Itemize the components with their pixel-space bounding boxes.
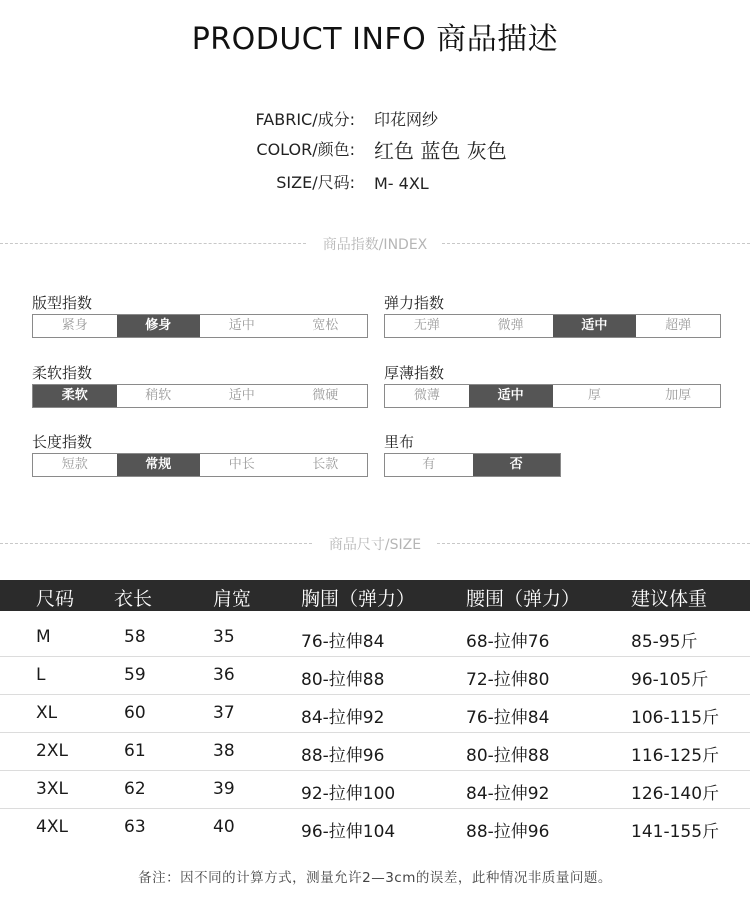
table-row <box>0 732 750 771</box>
measurement-note: 备注：因不同的计算方式，测量允许2—3cm的误差，此种情况非质量问题。 <box>138 870 612 886</box>
index-scale <box>32 314 368 338</box>
index-option: 中长 <box>228 457 255 472</box>
index-option-selected: 适中 <box>469 385 553 407</box>
table-row <box>0 808 750 846</box>
table-cell: 88-拉伸96 <box>301 746 385 766</box>
index-group-title: 长度指数 <box>32 433 93 451</box>
index-group-fit <box>32 292 368 338</box>
table-cell: 59 <box>124 665 146 685</box>
size-range-row <box>0 170 750 200</box>
table-cell: 76-拉伸84 <box>301 632 385 652</box>
index-group-lining <box>384 431 561 477</box>
table-cell: 80-拉伸88 <box>466 746 550 766</box>
table-cell: 126-140斤 <box>631 784 720 804</box>
column-header: 腰围（弹力） <box>466 588 581 610</box>
table-cell: 3XL <box>36 779 68 799</box>
size-divider-text: 商品尺寸/SIZE <box>328 537 422 553</box>
table-cell: 39 <box>213 779 235 799</box>
index-group-title: 弹力指数 <box>384 294 445 312</box>
table-cell: 35 <box>213 627 235 647</box>
table-cell: 36 <box>213 665 235 685</box>
table-cell: 85-95斤 <box>631 632 698 652</box>
table-cell: 58 <box>124 627 146 647</box>
index-group-title: 柔软指数 <box>32 364 93 382</box>
index-option: 宽松 <box>312 318 339 333</box>
table-cell: 96-105斤 <box>631 670 709 690</box>
index-option: 有 <box>422 457 436 472</box>
index-option: 微弹 <box>497 318 524 333</box>
column-header: 衣长 <box>114 588 153 610</box>
column-header: 建议体重 <box>631 588 708 610</box>
index-option-selected: 否 <box>473 454 561 476</box>
table-cell: XL <box>36 703 58 723</box>
color-label: COLOR/颜色: <box>256 140 355 159</box>
size-divider <box>0 534 750 554</box>
color-value: 红色 蓝色 灰色 <box>374 139 507 163</box>
index-option: 加厚 <box>665 388 692 403</box>
index-option: 微硬 <box>312 388 339 403</box>
table-cell: 80-拉伸88 <box>301 670 385 690</box>
table-row <box>0 694 750 733</box>
index-group-title: 版型指数 <box>32 294 93 312</box>
index-option-selected: 柔软 <box>33 385 117 407</box>
index-divider-text: 商品指数/INDEX <box>322 237 428 253</box>
table-cell: 116-125斤 <box>631 746 720 766</box>
fabric-value: 印花网纱 <box>374 110 439 129</box>
table-row <box>0 770 750 809</box>
index-group-title: 里布 <box>384 433 415 451</box>
table-cell: L <box>36 665 46 685</box>
index-scale <box>384 453 561 477</box>
table-cell: 72-拉伸80 <box>466 670 550 690</box>
index-option: 超弹 <box>665 318 692 333</box>
index-group-softness <box>32 362 368 408</box>
table-cell: 141-155斤 <box>631 822 720 842</box>
index-group-thickness <box>384 362 721 408</box>
column-header: 肩宽 <box>213 588 252 610</box>
table-cell: M <box>36 627 51 647</box>
index-scale <box>384 314 721 338</box>
column-header: 尺码 <box>36 588 75 610</box>
table-cell: 68-拉伸76 <box>466 632 550 652</box>
index-option: 厚 <box>587 388 601 403</box>
table-cell: 2XL <box>36 741 68 761</box>
size-range-value: M- 4XL <box>374 174 429 193</box>
index-option-selected: 适中 <box>553 315 637 337</box>
size-table-header <box>0 580 750 611</box>
table-cell: 60 <box>124 703 146 723</box>
table-cell: 96-拉伸104 <box>301 822 396 842</box>
index-scale <box>384 384 721 408</box>
table-cell: 4XL <box>36 817 68 837</box>
index-scale <box>32 384 368 408</box>
column-header: 胸围（弹力） <box>301 588 416 610</box>
index-option: 紧身 <box>61 318 88 333</box>
table-row <box>0 656 750 695</box>
table-cell: 62 <box>124 779 146 799</box>
index-option: 短款 <box>61 457 88 472</box>
size-range-label: SIZE/尺码: <box>276 173 355 192</box>
index-group-length <box>32 431 368 477</box>
table-cell: 38 <box>213 741 235 761</box>
index-option-selected: 常规 <box>117 454 201 476</box>
table-cell: 40 <box>213 817 235 837</box>
table-cell: 37 <box>213 703 235 723</box>
index-option: 无弹 <box>413 318 440 333</box>
table-cell: 61 <box>124 741 146 761</box>
page-title: PRODUCT INFO 商品描述 <box>191 22 559 57</box>
index-option: 适中 <box>228 318 255 333</box>
table-cell: 106-115斤 <box>631 708 720 728</box>
index-divider <box>0 234 750 254</box>
table-cell: 92-拉伸100 <box>301 784 396 804</box>
table-cell: 76-拉伸84 <box>466 708 550 728</box>
index-group-elasticity <box>384 292 721 338</box>
table-cell: 84-拉伸92 <box>466 784 550 804</box>
index-scale <box>32 453 368 477</box>
fabric-row <box>0 107 750 137</box>
table-cell: 84-拉伸92 <box>301 708 385 728</box>
index-option: 长款 <box>312 457 339 472</box>
index-option: 稍软 <box>145 388 172 403</box>
table-cell: 63 <box>124 817 146 837</box>
index-option-selected: 修身 <box>117 315 201 337</box>
index-option: 适中 <box>228 388 255 403</box>
fabric-label: FABRIC/成分: <box>255 110 355 129</box>
index-option: 微薄 <box>413 388 440 403</box>
color-row <box>0 137 750 167</box>
table-cell: 88-拉伸96 <box>466 822 550 842</box>
index-group-title: 厚薄指数 <box>384 364 445 382</box>
table-row <box>0 618 750 657</box>
